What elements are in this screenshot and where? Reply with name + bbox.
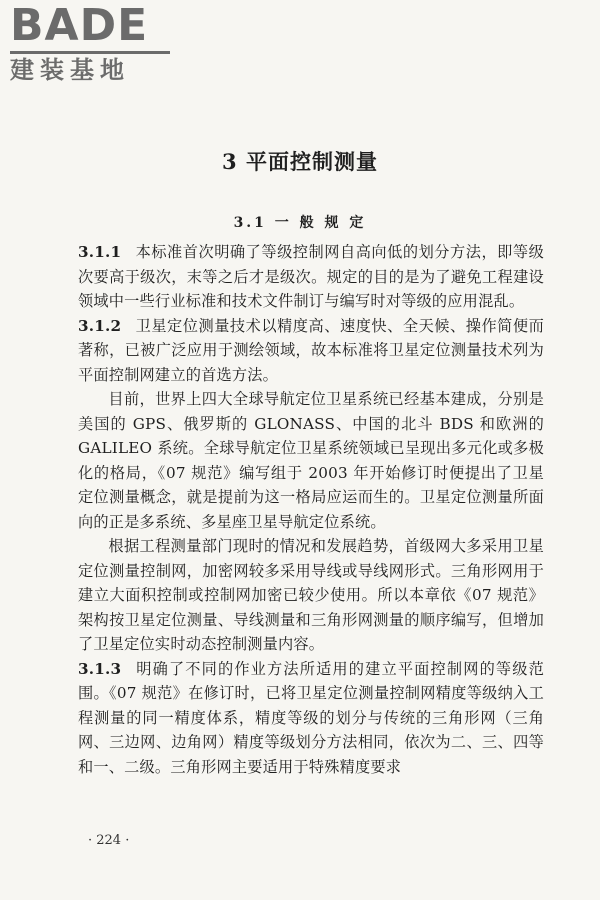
paragraph-text: 目前，世界上四大全球导航定位卫星系统已经基本建成，分别是美国的 GPS、俄罗斯的 GLONASS、中国的北斗 BDS 和欧洲的 GALILEO 系统。全球导航定位卫星系统领域已呈现出多元化或多极化的格局，《07 规范》编写组于 2003 年开始修订时便提出了卫星定位测量概念，就是提前为这一格局应运而生的。卫星定位测量所面向的正是多系统、多星座卫星导航定位系统。 <box>78 390 544 531</box>
clause-number: 3.1.3 <box>78 659 122 678</box>
paragraph-network-methods <box>78 534 544 657</box>
clause-number: 3.1.1 <box>78 243 122 261</box>
page-number: · 224 · <box>88 833 130 848</box>
document-body <box>78 240 544 779</box>
chapter-title: 3 平面控制测量 <box>222 149 378 174</box>
paragraph-3-1-1 <box>78 240 544 314</box>
paragraph-3-1-2 <box>78 314 544 388</box>
section-title: 3.1 一 般 规 定 <box>233 215 367 231</box>
paragraph-gnss-overview <box>78 387 544 534</box>
paragraph-text: 根据工程测量部门现时的情况和发展趋势，首级网大多采用卫星定位测量控制网，加密网较多采用导线或导线网形式。三角形网用于建立大面积控制或控制网加密已较少使用。所以本章依《07 规范》架构按卫星定位测量、导线测量和三角形网测量的顺序编写，但增加了卫星定位实时动态控制测量内容。 <box>78 537 544 653</box>
clause-number: 3.1.2 <box>78 316 122 335</box>
paragraph-3-1-3 <box>78 657 544 780</box>
paragraph-text: 本标准首次明确了等级控制网自高向低的划分方法，即等级次要高于级次，末等之后才是级次。规定的目的是为了避免工程建设领域中一些行业标准和技术文件制订与编写时对等级的应用混乱。 <box>78 243 544 310</box>
paragraph-text: 明确了不同的作业方法所适用的建立平面控制网的等级范围。《07 规范》在修订时，已将卫星定位测量控制网精度等级纳入工程测量的同一精度体系，精度等级的划分与传统的三角形网（三角网、三边网、边角网）精度等级划分方法相同，依次为二、三、四等和一、二级。三角形网主要适用于特殊精度要求 <box>78 659 544 776</box>
logo <box>10 0 175 84</box>
logo-subtitle: 建装基地 <box>10 56 130 84</box>
logo-wordmark: BADE <box>10 0 149 51</box>
paragraph-text: 卫星定位测量技术以精度高、速度快、全天候、操作简便而著称，已被广泛应用于测绘领域，故本标准将卫星定位测量技术列为平面控制网建立的首选方法。 <box>78 316 544 384</box>
logo-divider <box>10 51 170 54</box>
